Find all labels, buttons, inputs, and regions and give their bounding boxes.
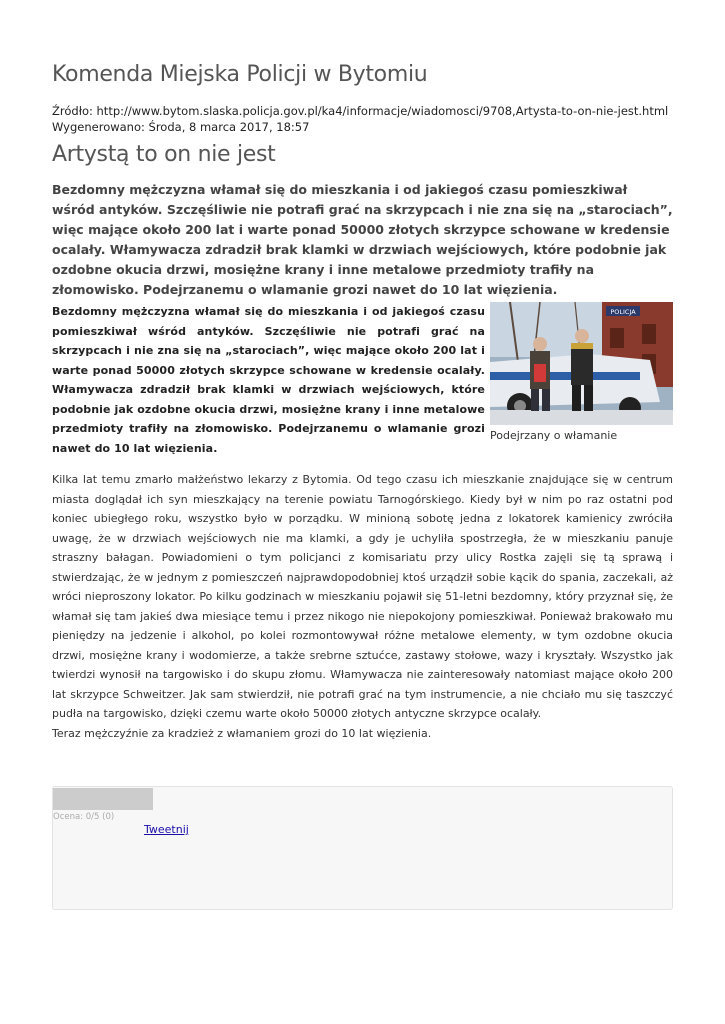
generated-line: Wygenerowano: Środa, 8 marca 2017, 18:57 — [52, 120, 310, 134]
article-figure — [490, 302, 673, 443]
article-closing: Teraz mężczyźnie za kradzież z włamaniem grozi do 10 lat więzienia. — [52, 726, 432, 740]
police-sign-text: POLICJA — [610, 308, 636, 316]
rating-box — [52, 786, 673, 910]
article-story: Kilka lat temu zmarło małżeństwo lekarzy z Bytomia. Od tego czasu ich mieszkanie znajdujące się w centrum miasta doglądał ich syn mieszkający na terenie powiatu Tarnogórskiego. Kiedy był w nim po raz ostatni pod koniec ubiegłego roku, wszystko było w porządku. W minioną sobotę jedna z lokatorek kamienicy zwróciła uwagę, że w drzwiach wejściowych nie ma klamki, a gdy je uchyliła spostrzegła, że w mieszkaniu panuje straszny bałagan. Powiadomieni o tym policjanci z komisariatu przy ulicy Rostka zajęli się tą sprawą i stwierdzając, że w jednym z pomieszczeń najprawdopodobniej ktoś urządził sobie kącik do spania, zaczekali, aż wróci nieproszony lokator. Po kilku godzinach w mieszkaniu pojawił się 51-letni bezdomny, który przyznał się, że włamał się tam jakieś dwa miesiące temu i przez nikogo nie niepokojony pomieszkiwał. Ponieważ brakowało mu pieniędzy na jedzenie i alkohol, po kolei rozmontowywał różne metalowe elementy, w tym ozdobne okucia drzwi, mosiężne krany i wodomierze, a także srebrne sztućce, zastawy stołowe, wazy i kryształy. Wszystko jak twierdzi wynosił na targowisko i do skupu złomu. Włamywacza nie zainteresowały natomiast mające około 200 lat skrzypce Schweitzer. Jak sam stwierdził, nie potrafi grać na tym instrumencie, a nie chciało mu się taszczyć pudła na targowisko, dzięki czemu warte około 50000 złotych antyczne skrzypce ocalały. — [52, 473, 673, 720]
article-body — [52, 302, 673, 743]
article-title: Artystą to on nie jest — [52, 142, 276, 167]
article-lead: Bezdomny mężczyzna włamał się do mieszkania i od jakiegoś czasu pomieszkiwał wśród antyków. Szczęśliwie nie potrafi grać na skrzypcach i nie zna się na „starociach”, więc mające około 200 lat i warte ponad 50000 złotych skrzypce schowane w kredensie ocalały. Włamywacza zdradził brak klamki w drzwiach wejściowych, które podobnie jak ozdobne okucia drzwi, mosiężne krany i inne metalowe przedmioty trafiły na złomowisko. Podejrzanemu o wlamanie grozi nawet do 10 lat więzienia. — [52, 182, 673, 297]
site-title: Komenda Miejska Policji w Bytomiu — [52, 62, 428, 87]
tweet-link[interactable]: Tweetnij — [144, 823, 189, 836]
article-intro: Bezdomny mężczyzna włamał się do mieszkania i od jakiegoś czasu pomieszkiwał wśród antyków. Szczęśliwie nie potrafi grać na skrzypcach i nie zna się na „starociach”, więc mające około 200 lat i warte ponad 50000 złotych skrzypce schowane w kredensie ocalały. Włamywacza zdradził brak klamki w drzwiach wejściowych, które podobnie jak ozdobne okucia drzwi, mosiężne krany i inne metalowe przedmioty trafiły na złomowisko. Podejrzanemu o wlamanie grozi nawet do 10 lat więzienia. — [52, 305, 485, 455]
suspect-photo — [490, 302, 673, 425]
document-meta — [52, 103, 668, 135]
rating-stars[interactable] — [53, 788, 153, 810]
rating-text: Ocena: 0/5 (0) — [53, 812, 115, 822]
photo-caption: Podejrzany o włamanie — [490, 429, 618, 442]
source-line: Źródło: http://www.bytom.slaska.policja.gov.pl/ka4/informacje/wiadomosci/9708,Artysta-to-on-nie-jest.html — [52, 104, 669, 118]
